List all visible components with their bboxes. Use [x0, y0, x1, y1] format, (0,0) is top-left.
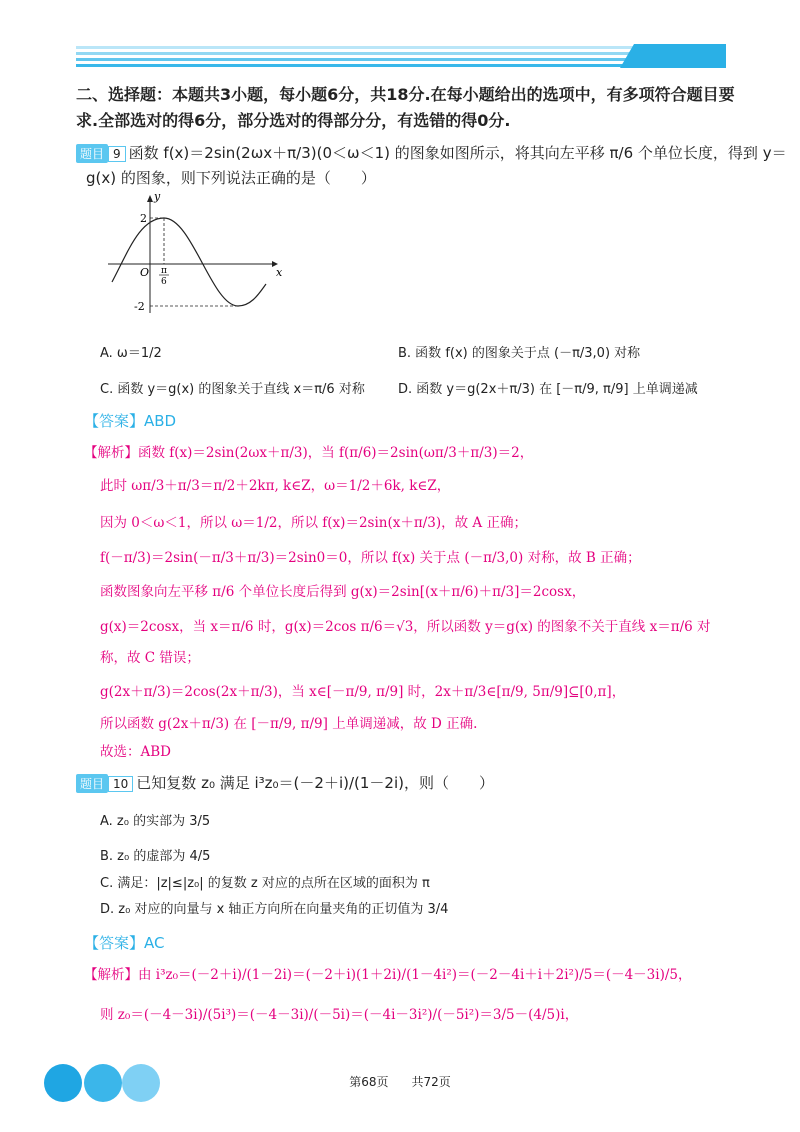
xtick-numerator: π [161, 266, 167, 276]
ymin-label: -2 [134, 300, 145, 313]
question-tag: 题目 [76, 774, 108, 793]
q9-solution-line8: g(2x＋π/3)＝2cos(2x＋π/3)，当 x∈[－π/9, π/9] 时，2x＋π/3∈[π/9, 5π/9]⊆[0,π]， [100, 684, 626, 700]
origin-label: O [140, 266, 150, 279]
q10-option-b: B. z₀ 的虚部为 4/5 [100, 849, 211, 864]
page-total: 共72页 [411, 1075, 451, 1089]
q9-stem-text: 函数 f(x)＝2sin(2ωx＋π/3)(0＜ω＜1) 的图象如图所示，将其向左平移 π/6 个单位长度，得到 y＝ [128, 144, 787, 162]
q9-solution-line10: 故选：ABD [100, 744, 171, 760]
q9-answer: 【答案】ABD [84, 412, 177, 430]
q9-stem-line1 [76, 142, 787, 163]
q10-solution-line2: 则 z₀＝(－4－3i)/(5i³)＝(－4－3i)/(－5i)＝(－4i－3i²)/(－5i²)＝3/5－(4/5)i， [100, 1007, 579, 1023]
q9-solution-line5: 函数图象向左平移 π/6 个单位长度后得到 g(x)＝2sin[(x＋π/6)＋π/3]＝2cosx， [100, 584, 586, 600]
q9-solution-line9: 所以函数 g(2x＋π/3) 在 [－π/9, π/9] 上单调递减，故 D 正确. [100, 716, 478, 732]
q10-answer: 【答案】AC [84, 934, 165, 952]
q9-solution-line1: 【解析】函数 f(x)＝2sin(2ωx＋π/3)，当 f(π/6)＝2sin(ωπ/3＋π/3)＝2， [84, 445, 534, 461]
q9-option-c: C. 函数 y＝g(x) 的图象关于直线 x＝π/6 对称 [100, 382, 365, 397]
q9-solution-line7: 称，故 C 错误； [100, 650, 200, 666]
q9-solution-line4: f(－π/3)＝2sin(－π/3＋π/3)＝2sin0＝0，所以 f(x) 关于点 (－π/3,0) 对称，故 B 正确； [100, 550, 641, 566]
sine-curve [112, 218, 266, 306]
page-number: 第68页 [349, 1075, 389, 1089]
question-number: 10 [108, 776, 133, 792]
q10-stem-text: 已知复数 z₀ 满足 i³z₀＝(－2＋i)/(1－2i)，则（ ） [136, 774, 494, 792]
q9-solution-line6: g(x)＝2cosx，当 x＝π/6 时，g(x)＝2cos π/6＝√3，所以函数 y＝g(x) 的图象不关于直线 x＝π/6 对 [100, 619, 711, 635]
q9-stem-line2: g(x) 的图象，则下列说法正确的是（ ） [86, 169, 376, 187]
question-tag: 题目 [76, 144, 108, 163]
q9-option-a: A. ω＝1/2 [100, 346, 162, 361]
xtick-denominator: 6 [161, 277, 167, 287]
section-heading-line1: 二、选择题：本题共3小题，每小题6分，共18分.在每小题给出的选项中，有多项符合题目要 [76, 85, 735, 104]
question-number: 9 [108, 146, 126, 162]
q9-option-d: D. 函数 y＝g(2x＋π/3) 在 [－π/9, π/9] 上单调递减 [398, 382, 698, 397]
x-label: x [276, 266, 283, 279]
q9-solution-line2: 此时 ωπ/3＋π/3＝π/2＋2kπ, k∈Z，ω＝1/2＋6k, k∈Z， [100, 478, 451, 494]
q10-option-d: D. z₀ 对应的向量与 x 轴正方向所在向量夹角的正切值为 3/4 [100, 902, 449, 917]
y-label: y [154, 190, 161, 203]
q10-option-a: A. z₀ 的实部为 3/5 [100, 814, 211, 829]
header-block [620, 44, 726, 68]
ymax-label: 2 [140, 212, 147, 225]
q10-solution-line1: 【解析】由 i³z₀＝(－2＋i)/(1－2i)＝(－2＋i)(1＋2i)/(1－4i²)＝(－2－4i＋i＋2i²)/5＝(－4－3i)/5， [84, 967, 692, 983]
section-heading-line2: 求.全部选对的得6分，部分选对的得部分分，有选错的得0分. [76, 111, 511, 130]
q10-stem [76, 772, 494, 793]
page-footer [0, 1073, 800, 1090]
header-stripes [76, 46, 636, 68]
q10-option-c: C. 满足：|z|≤|z₀| 的复数 z 对应的点所在区域的面积为 π [100, 876, 430, 891]
q9-option-b: B. 函数 f(x) 的图象关于点 (－π/3,0) 对称 [398, 346, 641, 361]
q9-solution-line3: 因为 0＜ω＜1，所以 ω＝1/2，所以 f(x)＝2sin(x＋π/3)，故 A 正确； [100, 515, 527, 531]
y-axis-arrow [147, 195, 153, 202]
sine-graph [100, 188, 290, 318]
